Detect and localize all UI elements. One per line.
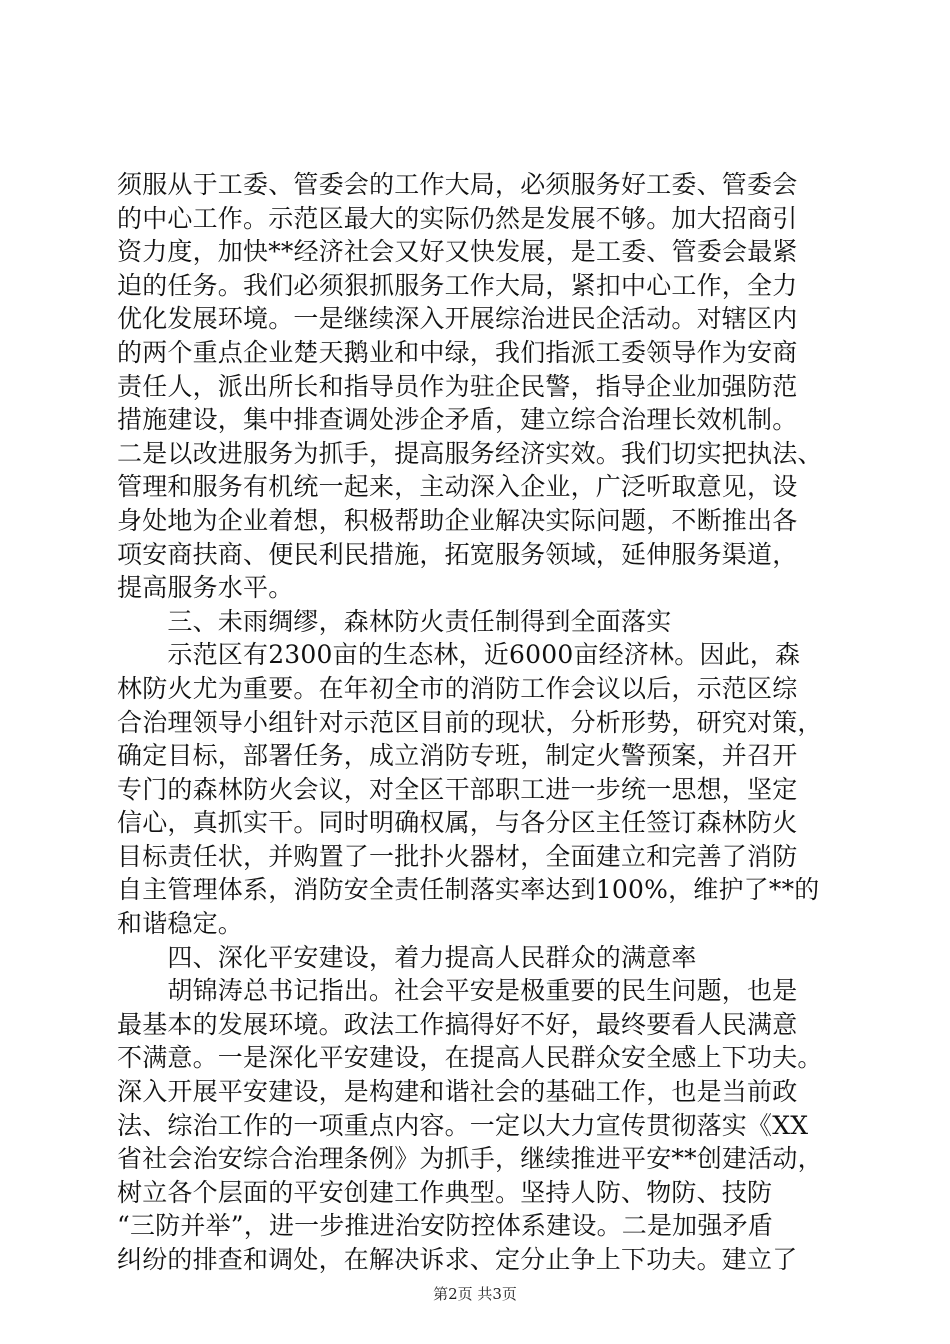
text-line: 的两个重点企业楚天鹅业和中绿，我们指派工委领导作为安商 bbox=[117, 337, 798, 367]
text-line: 目标责任状，并购置了一批扑火器材，全面建立和完善了消防 bbox=[117, 841, 798, 871]
text-line: 纠纷的排查和调处，在解决诉求、定分止争上下功夫。建立了 bbox=[117, 1245, 798, 1274]
text-line: 不满意。一是深化平安建设，在提高人民群众安全感上下功夫。 bbox=[117, 1043, 823, 1073]
text-line: 迫的任务。我们必须狠抓服务工作大局，紧扣中心工作，全力 bbox=[117, 270, 798, 300]
page-footer: 第2页 共3页 bbox=[433, 1285, 517, 1303]
text-line: 优化发展环境。一是继续深入开展综治进民企活动。对辖区内 bbox=[117, 304, 798, 334]
text-line: 树立各个层面的平安创建工作典型。坚持人防、物防、技防 bbox=[117, 1177, 773, 1207]
text-line: 管理和服务有机统一起来，主动深入企业，广泛听取意见，设 bbox=[117, 472, 798, 502]
text-line: 省社会治安综合治理条例》为抓手，继续推进平安**创建活动， bbox=[117, 1144, 823, 1174]
text-line: 法、综治工作的一项重点内容。一定以大力宣传贯彻落实《XX bbox=[117, 1110, 809, 1140]
text-line: 的中心工作。示范区最大的实际仍然是发展不够。加大招商引 bbox=[117, 203, 798, 233]
text-line: “三防并举”，进一步推进治安防控体系建设。二是加强矛盾 bbox=[117, 1211, 773, 1241]
text-line: 提高服务水平。 bbox=[117, 573, 294, 603]
text-line: 身处地为企业着想，积极帮助企业解决实际问题，不断推出各 bbox=[117, 505, 798, 535]
text-line: 示范区有2300亩的生态林，近6000亩经济林。因此，森 bbox=[117, 640, 801, 670]
body-text bbox=[117, 168, 837, 1277]
text-line: 林防火尤为重要。在年初全市的消防工作会议以后，示范区综 bbox=[117, 673, 798, 703]
text-line: 资力度，加快**经济社会又好又快发展，是工委、管委会最紧 bbox=[117, 237, 798, 267]
text-line: 四、深化平安建设，着力提高人民群众的满意率 bbox=[117, 942, 697, 972]
text-line: 深入开展平安建设，是构建和谐社会的基础工作，也是当前政 bbox=[117, 1077, 798, 1107]
text-line: 措施建设，集中排查调处涉企矛盾，建立综合治理长效机制。 bbox=[117, 405, 798, 435]
text-line: 须服从于工委、管委会的工作大局，必须服务好工委、管委会 bbox=[117, 170, 798, 199]
text-line: 合治理领导小组针对示范区目前的现状，分析形势，研究对策， bbox=[117, 707, 823, 737]
text-line: 专门的森林防火会议，对全区干部职工进一步统一思想，坚定 bbox=[117, 774, 798, 804]
text-line: 最基本的发展环境。政法工作搞得好不好，最终要看人民满意 bbox=[117, 1009, 798, 1039]
text-line: 项安商扶商、便民利民措施，拓宽服务领域，延伸服务渠道， bbox=[117, 539, 798, 569]
text-line: 确定目标，部署任务，成立消防专班，制定火警预案，并召开 bbox=[117, 741, 798, 771]
text-line: 信心，真抓实干。同时明确权属，与各分区主任签订森林防火 bbox=[117, 808, 798, 838]
text-line: 胡锦涛总书记指出。社会平安是极重要的民生问题，也是 bbox=[117, 976, 798, 1006]
text-line: 责任人，派出所长和指导员作为驻企民警，指导企业加强防范 bbox=[117, 371, 798, 401]
text-line: 三、未雨绸缪，森林防火责任制得到全面落实 bbox=[117, 606, 672, 636]
text-line: 自主管理体系，消防安全责任制落实率达到100%，维护了**的 bbox=[117, 875, 820, 905]
text-line: 和谐稳定。 bbox=[117, 909, 244, 939]
text-line: 二是以改进服务为抓手，提高服务经济实效。我们切实把执法、 bbox=[117, 438, 823, 468]
